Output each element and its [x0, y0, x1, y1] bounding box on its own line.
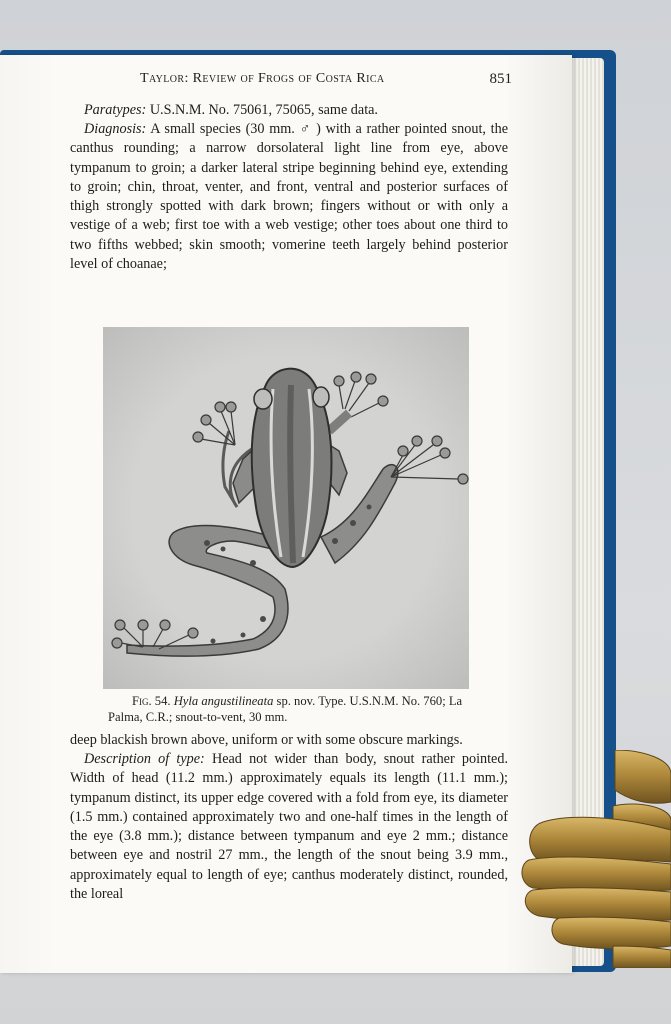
paratypes-text: U.S.N.M. No. 75061, 75065, same data.: [146, 102, 378, 118]
paratypes-label: Paratypes:: [84, 102, 147, 118]
brass-hand-icon: [519, 750, 671, 968]
caption-species: Hyla angustilineata: [173, 694, 274, 708]
running-head: Taylor: Review of Frogs of Costa Rica: [140, 71, 385, 86]
page-number: 851: [489, 71, 512, 87]
description-label: Description of type:: [84, 751, 205, 767]
frog-figure: [103, 327, 469, 689]
caption-text: sp. nov. Type. U.S.N.M. No. 760; La Palma, C.R.; snout-to-vent, 30 mm.: [108, 694, 463, 724]
continued-text: deep blackish brown above, uniform or with some obscure markings.: [70, 732, 463, 748]
figure-caption: [108, 693, 474, 725]
description-paragraph: [70, 750, 508, 904]
continued-paragraph: [70, 731, 508, 750]
brass-bookstand: [519, 750, 671, 968]
caption-label: Fig. 54.: [132, 694, 171, 708]
diagnosis-label: Diagnosis:: [84, 121, 147, 137]
frog-illustration: [103, 327, 469, 689]
diagnosis-text: A small species (30 mm. ♂ ) with a rather pointed snout, the canthus rounding; a narrow dorsolateral light line from eye, above tympanum to groin; a darker lateral stripe beginning behind eye, extending to groin; chin, throat, venter, and front, ventral and posterior surfaces of thigh strongly spotted with dark brown; fingers without or with only a vestige of a web; first toe with a web vestige; other toes about one third to two fifths webbed; skin smooth; vomerine teeth largely behind posterior level of choanae;: [70, 121, 508, 273]
diagnosis-paragraph: [70, 120, 508, 274]
description-text: Head not wider than body, snout rather pointed. Width of head (11.2 mm.) approximately equals its length (11.1 mm.); tympanum distinct, its upper edge covered with a fold from eye, its diameter (1.5 mm.) contained approximately two and one-half times in the length of the eye (3.8 mm.); distance between tympanum and eye 2 mm.; distance between eye and nostril 27 mm., the length of the snout being 3.9 mm., approximately equal to length of eye; canthus moderately distinct, rounded, the loreal: [70, 751, 508, 903]
paratypes-paragraph: [70, 101, 508, 120]
